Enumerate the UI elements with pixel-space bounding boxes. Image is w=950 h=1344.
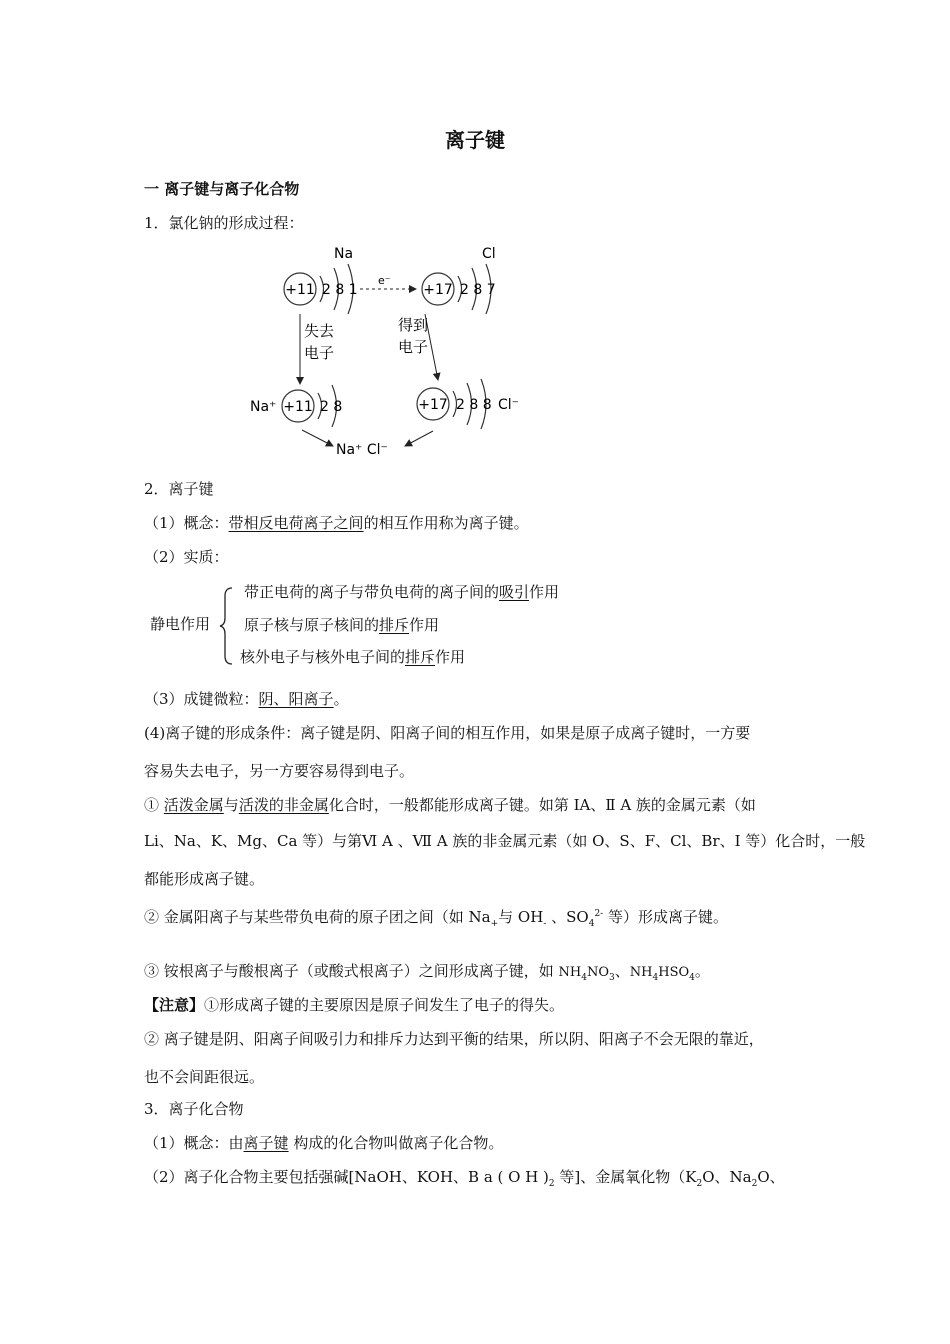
ionic-compound-concept: （1）概念：由离子键 构成的化合物叫做离子化合物。 (144, 1134, 504, 1152)
na-ion-label: Na⁺ (250, 399, 277, 415)
formation-condition-line-2: 容易失去电子，另一方要容易得到电子。 (144, 762, 415, 780)
item1-label: 1．氯化钠的形成过程： (144, 214, 304, 232)
essence-label: （2）实质： (144, 548, 229, 566)
lose-electron-label-1: 失去 (304, 322, 335, 340)
combine-arrow-right (405, 431, 433, 446)
cl-nucleus-charge: +17 (423, 282, 453, 298)
cl-ion-nucleus-charge: +17 (418, 397, 448, 413)
page-title: 离子键 (445, 128, 505, 152)
brace-line-nucleus-repulsion: 原子核与原子核间的排斥作用 (244, 616, 440, 634)
condition-1-line-2: Li、Na、K、Mg、Ca 等）与第Ⅵ A 、Ⅶ A 族的非金属元素（如 O、S、F、Cl、Br、I 等）化合时，一般 (144, 832, 866, 850)
note-1: 【注意】①形成离子键的主要原因是原子间发生了电子的得失。 (144, 996, 565, 1014)
formation-condition-line-1: (4)离子键的形成条件：离子键是阴、阳离子间的相互作用，如果是原子成离子键时，一方要 (144, 724, 751, 742)
brace-line-attraction: 带正电荷的离子与带负电荷的离子间的吸引作用 (244, 583, 560, 601)
condition-1-line-3: 都能形成离子键。 (144, 870, 265, 888)
bonding-particles: （3）成键微粒：阴、阳离子。 (144, 690, 349, 708)
electron-label: e⁻ (378, 274, 391, 287)
item2-label: 2．离子键 (144, 480, 214, 498)
note-2-line-2: 也不会间距很远。 (144, 1068, 265, 1086)
brace-icon (218, 586, 234, 666)
na-ion-nucleus-charge: +11 (283, 399, 313, 415)
concept-paragraph: （1）概念：带相反电荷离子之间的相互作用称为离子键。 (144, 514, 529, 532)
na-atom-label: Na (334, 246, 354, 262)
combine-arrow-left (302, 430, 333, 446)
brace-line-electron-repulsion: 核外电子与核外电子间的排斥作用 (240, 648, 466, 666)
condition-1-line-1: ① 活泼金属与活泼的非金属化合时，一般都能形成离子键。如第 IA、Ⅱ A 族的金属元素（如 (144, 796, 756, 814)
lose-electron-label-2: 电子 (304, 344, 335, 362)
na-shell-electrons: 2 8 1 (322, 282, 358, 298)
product-label: Na⁺ Cl⁻ (336, 442, 388, 458)
condition-3: ③ 铵根离子与酸根离子（或酸式根离子）之间形成离子键，如 $NH_4NO_3$、$NH_4HSO_4$。 (144, 962, 710, 983)
cl-shell-electrons: 2 8 7 (460, 282, 496, 298)
section-heading: 一 离子键与离子化合物 (144, 180, 300, 198)
nacl-formation-diagram (240, 238, 540, 463)
electrostatic-label: 静电作用 (150, 615, 211, 633)
condition-2: ② 金属阳离子与某些带负电荷的原子团之间（如 $Na_+$与 $OH_-$ 、$SO_4^{2-}$ 等）形成离子键。 (144, 908, 728, 929)
item3-label: 3．离子化合物 (144, 1100, 244, 1118)
ionic-compound-types: （2）离子化合物主要包括强碱[NaOH、KOH、B a ( O H )$_2$ 等]、金属氧化物（$K_2O$、$Na_2O$、 (144, 1168, 785, 1189)
gain-electron-label-1: 得到 (398, 316, 429, 334)
na-ion-shell-electrons: 2 8 (320, 399, 343, 415)
cl-atom-label: Cl (482, 246, 496, 262)
cl-ion-shell-electrons: 2 8 8 (456, 397, 492, 413)
na-nucleus-charge: +11 (285, 282, 315, 298)
cl-ion-label: Cl⁻ (498, 397, 520, 413)
gain-electron-label-2: 电子 (398, 338, 429, 356)
note-2-line-1: ② 离子键是阴、阳离子间吸引力和排斥力达到平衡的结果，所以阴、阳离子不会无限的靠近， (144, 1030, 764, 1048)
